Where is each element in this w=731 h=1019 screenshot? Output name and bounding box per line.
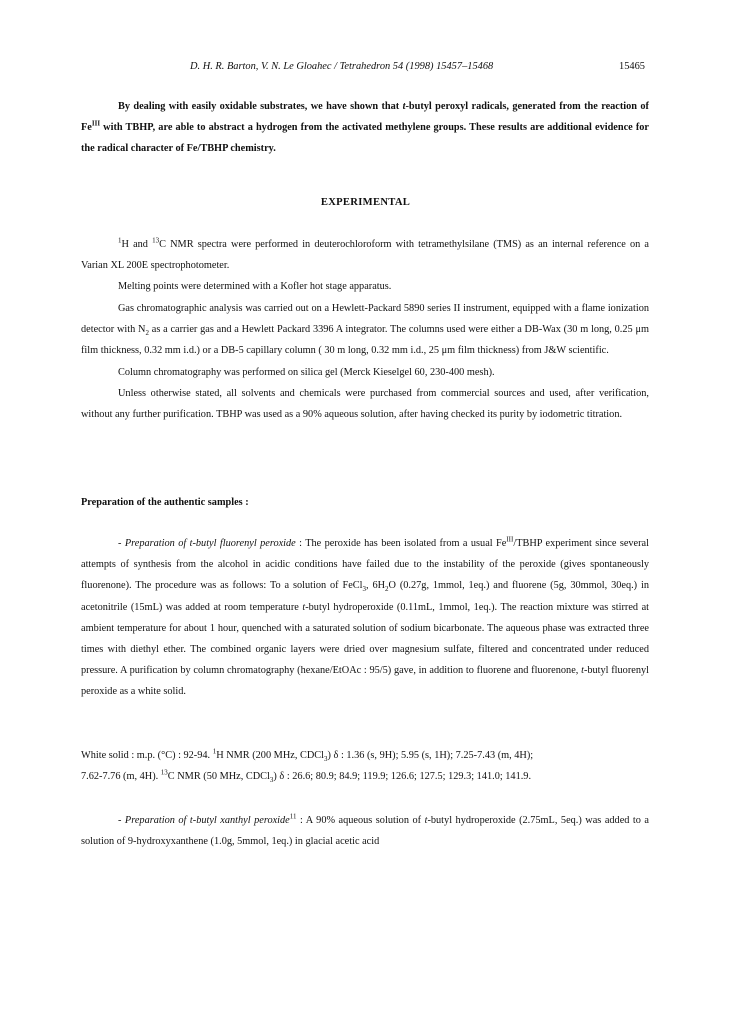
subheading: Preparation of the authentic samples : — [81, 497, 249, 508]
xanthyl-paragraph — [81, 810, 649, 852]
solvents-paragraph: Unless otherwise stated, all solvents and chemicals were purchased from commercial sources and used, after verification, without any further purification. TBHP was used as a 90% aqueous solution, after having checked its purity by iodometric titration. — [81, 388, 649, 421]
melting-point-paragraph: Melting points were determined with a Kofler hot stage apparatus. — [118, 281, 392, 292]
column-chromatography-paragraph: Column chromatography was performed on silica gel (Merck Kieselgel 60, 230-400 mesh). — [118, 367, 495, 378]
gc-paragraph: Gas chromatographic analysis was carried out on a Hewlett-Packard 5890 series II instrument, equipped with a flame ionization detector with $N_2$ as a carrier gas and a Hewlett Packard 3396 A integrator. The columns used were either a DB-Wax (30 m long, 0.25 μm film thickness, 0.32 mm i.d.) or a DB-5 capillary column ( 30 m long, 0.32 mm i.d., 25 μm film thickness) from J&W scientific. — [81, 303, 649, 357]
fluorenyl-body: : The peroxide has been isolated from a usual $Fe^{III}$/TBHP experiment since several attempts of synthesis from the alcohol in acidic conditions have failed due to the instability of the peroxide (gives spontaneously fluorenone). The procedure was as follows: To a solution of FeCl$_3$, $6H_2O$ (0.27g, 1mmol, 1eq.) and fluorene (5g, 30mmol, 30eq.) in acetonitrile (15mL) was added at room temperature t-butyl hydroperoxide (0.11mL, 1mmol, 1eq.). The reaction mixture was stirred at ambient temperature for about 1 hour, quenched with a saturated solution of sodium bicarbonate. The aqueous phase was extracted three times with diethyl ether. The combined organic layers were dried over magnesium sulfate, filtered and concentrated under reduced pressure. A purification by column chromatography (hexane/EtOAc : 95/5) gave, in addition to fluorene and fluorenone, t-butyl fluorenyl peroxide as a white solid. — [81, 535, 649, 698]
xanthyl-reference: 11 — [289, 812, 297, 821]
running-header — [0, 61, 731, 79]
fluorenyl-paragraph — [81, 533, 649, 703]
running-title: D. H. R. Barton, V. N. Le Gloahec / Tetrahedron 54 (1998) 15457–15468 — [190, 61, 494, 72]
nmr-paragraph: $^1$H and $^{13}$C NMR spectra were performed in deuterochloroform with tetramethylsilane (TMS) as an internal reference on a Varian XL 200E spectrophotometer. — [81, 236, 649, 272]
xanthyl-title: - Preparation of t-butyl xanthyl peroxide — [118, 815, 290, 826]
section-heading: EXPERIMENTAL — [320, 197, 411, 208]
fluorenyl-data-line-2: 7.62-7.76 (m, 4H). $^{13}$C NMR (50 MHz, CDCl$_3$) δ : 26.6; 80.9; 84.9; 119.9; 126.6; 127.5; 129.3; 141.0; 141.9. — [81, 768, 532, 785]
page-number: 15465 — [619, 61, 645, 72]
fluorenyl-data-line-1: White solid : m.p. (°C) : 92-94. $^1$H NMR (200 MHz, CDCl$_3$) δ : 1.36 (s, 9H); 5.95 (s, 1H); 7.25-7.43 (m, 4H); — [81, 747, 534, 764]
conclusion-paragraph: By dealing with easily oxidable substrates, we have shown that t-butyl peroxyl radicals, generated from the reaction of $Fe^{III}$ with TBHP, are able to abstract a hydrogen from the activated methylene groups. These results are additional evidence for the radical character of Fe/TBHP chemistry. — [81, 101, 649, 155]
fluorenyl-title: - Preparation of t-butyl fluorenyl peroxide — [118, 538, 296, 549]
xanthyl-body: : A 90% aqueous solution of t-butyl hydroperoxide (2.75mL, 5eq.) was added to a solution of 9-hydroxyxanthene (1.0g, 5mmol, 1eq.) in glacial acetic acid — [81, 815, 649, 848]
